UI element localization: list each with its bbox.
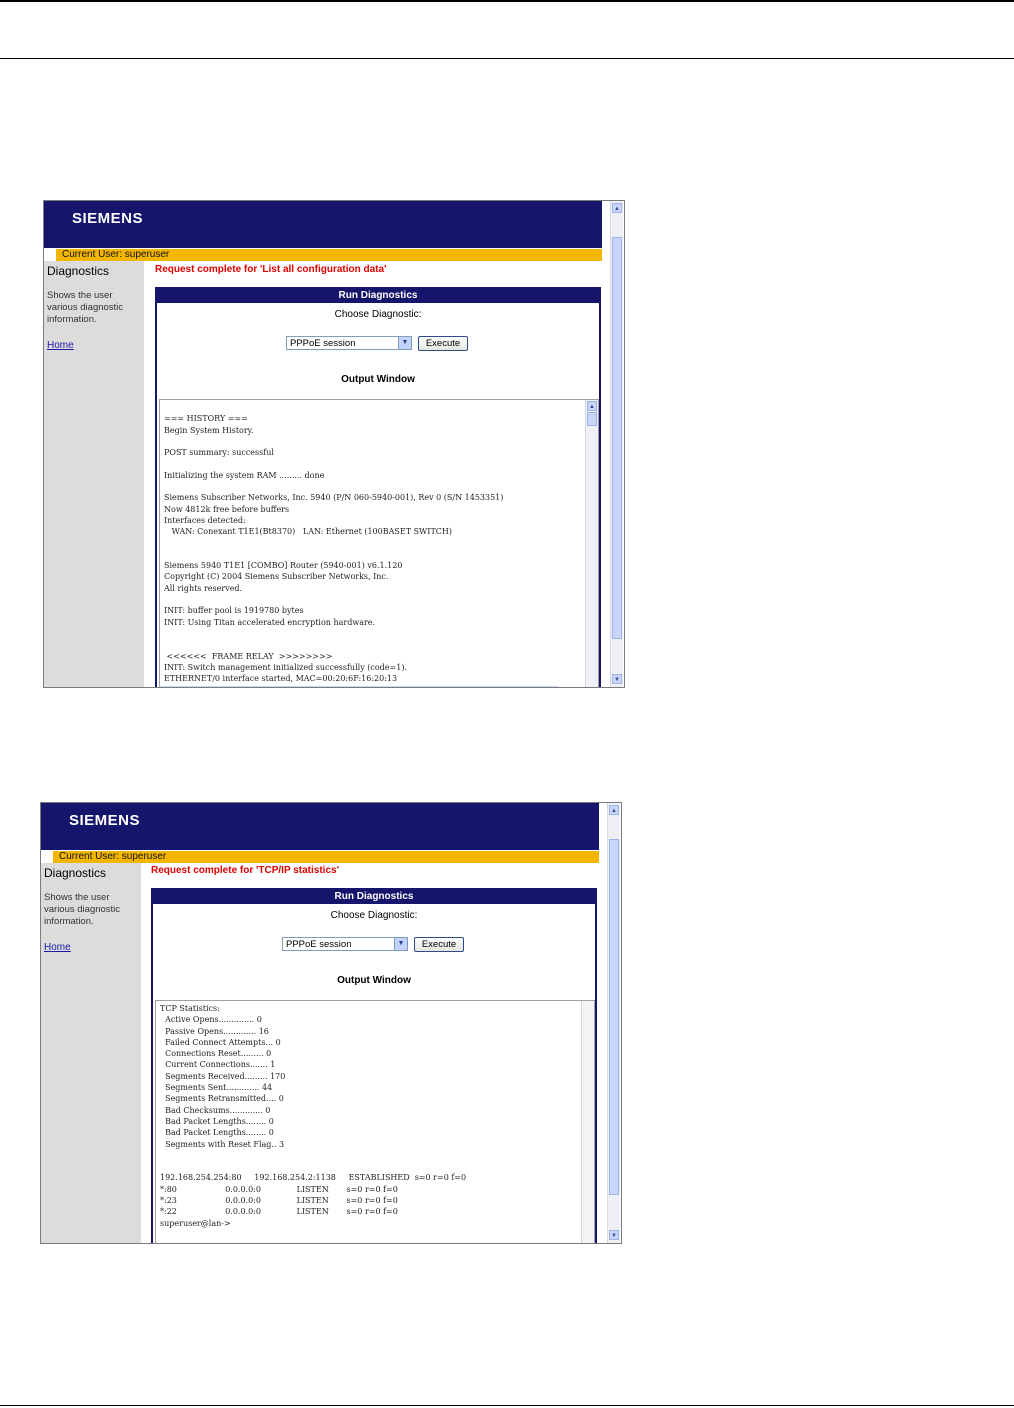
output-hscrollbar[interactable] [160,686,558,688]
siemens-header [44,201,602,248]
sidebar-title: Diagnostics [47,264,110,278]
scroll-thumb[interactable] [609,839,619,1195]
diagnostic-select-value: PPPoE session [286,939,352,950]
status-message: Request complete for 'TCP/IP statistics' [151,865,339,876]
execute-button[interactable]: Execute [418,336,468,351]
run-diagnostics-panel [155,287,601,688]
run-diagnostics-panel [151,888,597,1244]
screenshot-config-data [43,200,625,688]
output-window[interactable] [159,399,599,688]
output-window[interactable] [155,1000,595,1244]
current-user-bar: Current User: superuser [56,249,602,261]
scroll-up-icon[interactable]: ▲ [612,203,622,213]
scroll-down-icon[interactable]: ▼ [612,674,622,684]
siemens-logo: SIEMENS [72,210,144,227]
scroll-up-icon[interactable]: ▲ [587,401,597,411]
page-scrollbar[interactable] [607,803,620,1243]
diagnostic-select[interactable] [282,937,408,951]
diagnostic-select[interactable] [286,336,412,350]
sidebar-description: Shows the user various diagnostic information. [47,290,124,325]
output-text: === HISTORY === Begin System History. POST summary: successful Initializing the system RAM ......... done Siemens Subscriber Networks, Inc. 5940 (P/N 060-5940-001), Rev 0 (S/N 1453351) Now 4812k free before buffers Interfaces detected: WAN: Conexant T1E1(Bt8370) LAN: Ethernet (100BASET SWITCH) Siemens 5940 T1E1 [COMBO] Router (5940-001) v6.1.120 Copyright (C) 2004 Siemens Subscriber Networks, Inc. All rights reserved. INIT: buffer pool is 1919780 bytes INIT: Using Titan accelerated encryption hardware. <<<<<< FRAME RELAY >>>>>>>> INIT: Switch management initialized successfully (code=1). ETHERNET/0 interface started, MAC=00:20:6F:16:20:13 [164,414,504,684]
output-window-label: Output Window [341,374,415,385]
siemens-logo: SIEMENS [69,812,141,829]
scroll-down-icon[interactable]: ▼ [609,1230,619,1240]
sidebar [44,261,144,687]
sidebar-description: Shows the user various diagnostic information. [44,892,121,927]
sidebar [41,863,141,1243]
output-scrollbar[interactable] [581,1001,594,1244]
screenshot-tcpip-statistics [40,802,622,1244]
execute-button[interactable]: Execute [414,937,464,952]
output-text: TCP Statistics: Active Opens.............. 0 Passive Opens............. 16 Failed Connect Attempts... 0 Connections Reset......... 0 Current Connections....... 1 Segments Received......... 170 Segments Sent............. 44 Segments Retransmitted.... 0 Bad Checksums............. 0 Bad Packet Lengths........ 0 Bad Packet Lengths........ 0 Segments with Reset Flag.. 3 192.168.254.254:80 192.168.254.2:1138 ESTABLISHED s=0 r=0 f=0 *:80 0.0.0.0:0 LISTEN s=0 r=0 f=0 *:23 0.0.0.0:0 LISTEN s=0 r=0 f=0 *:22 0.0.0.0:0 LISTEN s=0 r=0 f=0 superuser@lan-> [160,1004,467,1228]
output-scrollbar[interactable] [585,400,598,688]
page-scrollbar[interactable] [610,201,623,687]
current-user-bar: Current User: superuser [53,851,599,863]
choose-diagnostic-label: Choose Diagnostic: [330,910,418,921]
scroll-thumb[interactable] [612,237,622,639]
panel-heading: Run Diagnostics [157,289,599,303]
scroll-up-icon[interactable]: ▲ [609,805,619,815]
home-link[interactable]: Home [44,942,71,953]
siemens-header [41,803,599,850]
choose-diagnostic-label: Choose Diagnostic: [334,309,422,320]
sidebar-title: Diagnostics [44,866,107,880]
panel-heading: Run Diagnostics [153,890,595,904]
top-rule [0,0,1014,2]
status-message: Request complete for 'List all configuration data' [155,264,387,275]
diagnostic-select-value: PPPoE session [290,338,356,349]
chevron-down-icon[interactable]: ▼ [398,337,411,349]
header-rule [0,58,1014,59]
scroll-thumb[interactable] [587,412,597,426]
home-link[interactable]: Home [47,340,74,351]
footer-rule [0,1405,1014,1406]
chevron-down-icon[interactable]: ▼ [394,938,407,950]
output-window-label: Output Window [337,975,411,986]
